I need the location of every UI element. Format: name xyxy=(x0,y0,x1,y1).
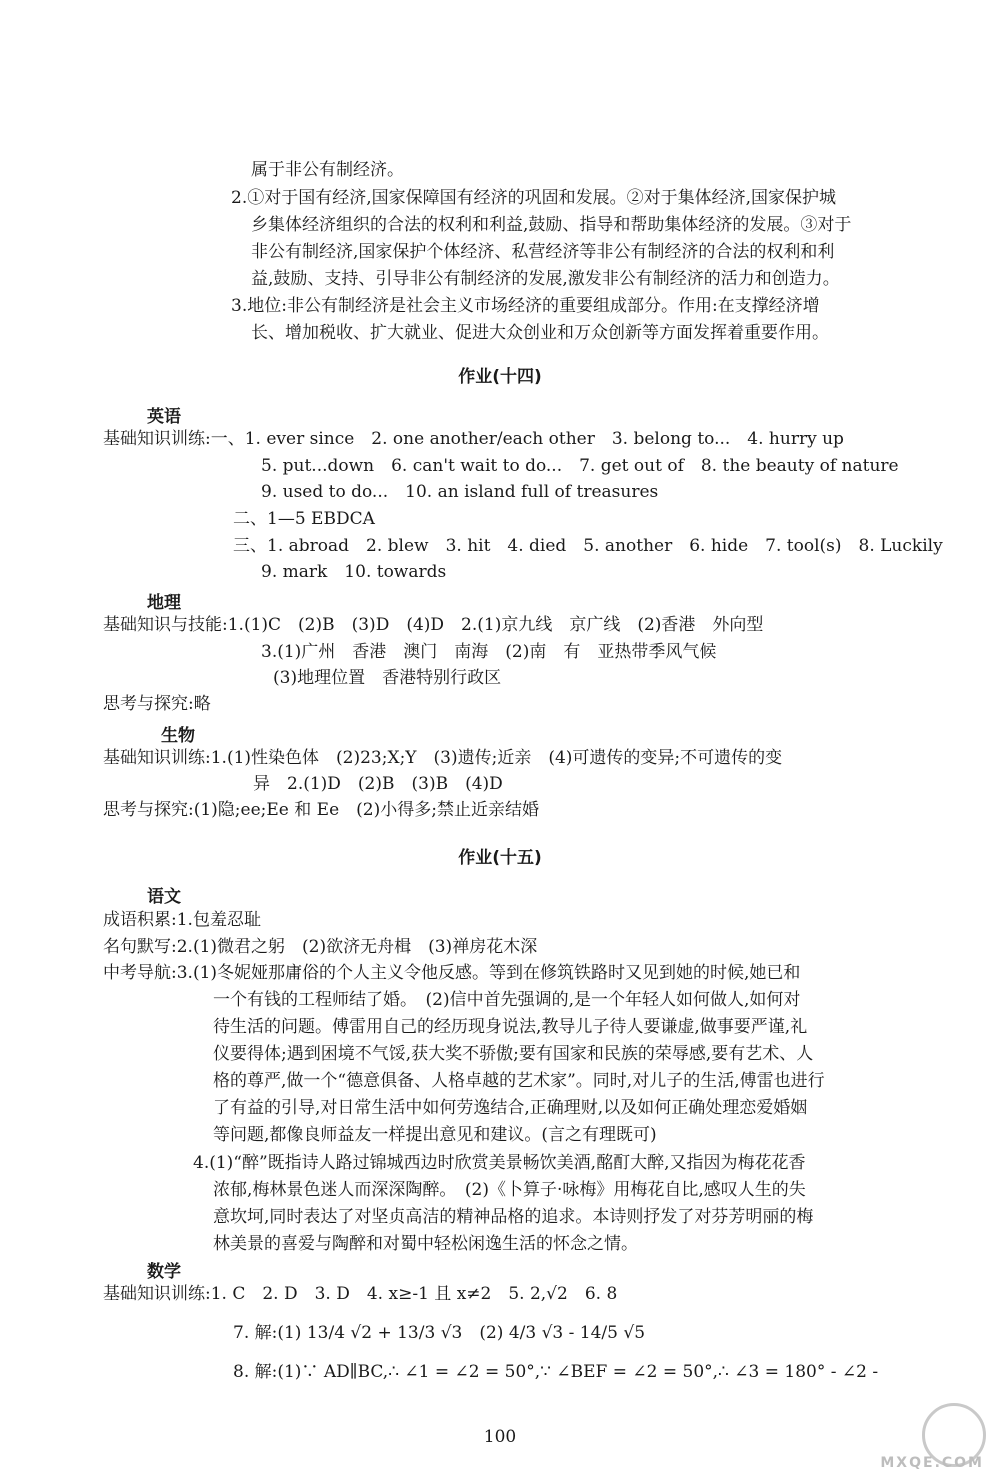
text-line: 7. 解:(1) 13/4 √2 + 13/3 √3 (2) 4/3 √3 - 14/5 √5 xyxy=(233,1323,646,1343)
text-line: 等问题,都像良师益友一样提出意见和建议。(言之有理既可) xyxy=(213,1125,657,1145)
text-line: 9. mark 10. towards xyxy=(261,562,447,582)
text-line: 成语积累:1.包羞忍耻 xyxy=(103,910,261,930)
text-line: 格的尊严,做一个“德意俱备、人格卓越的艺术家”。同时,对儿子的生活,傅雷也进行 xyxy=(213,1071,825,1091)
text-line: 中考导航:3.(1)冬妮娅那庸俗的个人主义令他反感。等到在修筑铁路时又见到她的时候,她已和 xyxy=(103,963,801,983)
text-line: 9. used to do... 10. an island full of treasures xyxy=(261,482,659,502)
subject-title: 生物 xyxy=(161,726,195,746)
text-line: 基础知识训练:1. C 2. D 3. D 4. x≥-1 且 x≠2 5. 2,√2 6. 8 xyxy=(103,1284,618,1304)
text-line: 非公有制经济,国家保护个体经济、私营经济等非公有制经济的合法的权利和利 xyxy=(251,242,835,262)
text-line: 益,鼓励、支持、引导非公有制经济的发展,激发非公有制经济的活力和创造力。 xyxy=(251,269,840,289)
text-line: 意坎坷,同时表达了对坚贞高洁的精神品格的追求。本诗则抒发了对芬芳明丽的梅 xyxy=(213,1207,814,1227)
section-heading: 作业(十五) xyxy=(458,848,542,868)
watermark-logo xyxy=(838,1403,988,1473)
text-line: 属于非公有制经济。 xyxy=(251,160,404,180)
text-line: 一个有钱的工程师结了婚。 (2)信中首先强调的,是一个年轻人如何做人,如何对 xyxy=(213,990,801,1010)
text-line: 浓郁,梅林景色迷人而深深陶醉。 (2)《卜算子·咏梅》用梅花自比,感叹人生的失 xyxy=(213,1180,806,1200)
subject-title: 英语 xyxy=(147,407,181,427)
watermark-text: MXQE.COM xyxy=(880,1455,984,1471)
section-heading: 作业(十四) xyxy=(458,367,542,387)
text-line: 乡集体经济组织的合法的权利和利益,鼓励、指导和帮助集体经济的发展。③对于 xyxy=(251,215,852,235)
text-line: 长、增加税收、扩大就业、促进大众创业和万众创新等方面发挥着重要作用。 xyxy=(251,323,829,343)
text-line: 仪要得体;遇到困境不气馁,获大奖不骄傲;要有国家和民族的荣辱感,要有艺术、人 xyxy=(213,1044,814,1064)
text-line: 4.(1)“醉”既指诗人路过锦城西边时欣赏美景畅饮美酒,酩酊大醉,又指因为梅花花香 xyxy=(193,1153,806,1173)
text-line: 了有益的引导,对日常生活中如何劳逸结合,正确理财,以及如何正确处理恋爱婚姻 xyxy=(213,1098,808,1118)
text-line: 3.地位:非公有制经济是社会主义市场经济的重要组成部分。作用:在支撑经济增 xyxy=(231,296,820,316)
text-line: 基础知识与技能:1.(1)C (2)B (3)D (4)D 2.(1)京九线 京广线 (2)香港 外向型 xyxy=(103,615,764,635)
text-line: 待生活的问题。傅雷用自己的经历现身说法,教导儿子待人要谦虚,做事要严谨,礼 xyxy=(213,1017,808,1037)
text-line: 二、1—5 EBDCA xyxy=(233,509,375,529)
text-line: 思考与探究:略 xyxy=(103,694,211,714)
text-line: 3.(1)广州 香港 澳门 南海 (2)南 有 亚热带季风气候 xyxy=(261,642,717,662)
text-line: 8. 解:(1)∵ AD∥BC,∴ ∠1 = ∠2 = 50°,∵ ∠BEF = ∠2 = 50°,∴ ∠3 = 180° - ∠2 - xyxy=(233,1362,879,1382)
text-line: (3)地理位置 香港特别行政区 xyxy=(273,668,502,688)
text-line: 基础知识训练:1.(1)性染色体 (2)23;X;Y (3)遗传;近亲 (4)可遗传的变异;不可遗传的变 xyxy=(103,748,783,768)
text-line: 异 2.(1)D (2)B (3)B (4)D xyxy=(253,774,503,794)
page-number: 100 xyxy=(483,1427,517,1447)
subject-title: 地理 xyxy=(147,593,181,613)
text-line: 2.①对于国有经济,国家保障国有经济的巩固和发展。②对于集体经济,国家保护城 xyxy=(231,188,837,208)
text-line: 三、1. abroad 2. blew 3. hit 4. died 5. another 6. hide 7. tool(s) 8. Luckily xyxy=(233,536,943,556)
text-line: 思考与探究:(1)隐;ee;Ee 和 Ee (2)小得多;禁止近亲结婚 xyxy=(103,800,539,820)
text-line: 林美景的喜爱与陶醉和对蜀中轻松闲逸生活的怀念之情。 xyxy=(213,1234,638,1254)
text-line: 5. put...down 6. can't wait to do... 7. get out of 8. the beauty of nature xyxy=(261,456,899,476)
subject-title: 数学 xyxy=(147,1262,181,1282)
text-line: 基础知识训练:一、1. ever since 2. one another/each other 3. belong to... 4. hurry up xyxy=(103,429,844,449)
subject-title: 语文 xyxy=(147,887,181,907)
text-line: 名句默写:2.(1)微君之躬 (2)欲济无舟楫 (3)禅房花木深 xyxy=(103,937,538,957)
